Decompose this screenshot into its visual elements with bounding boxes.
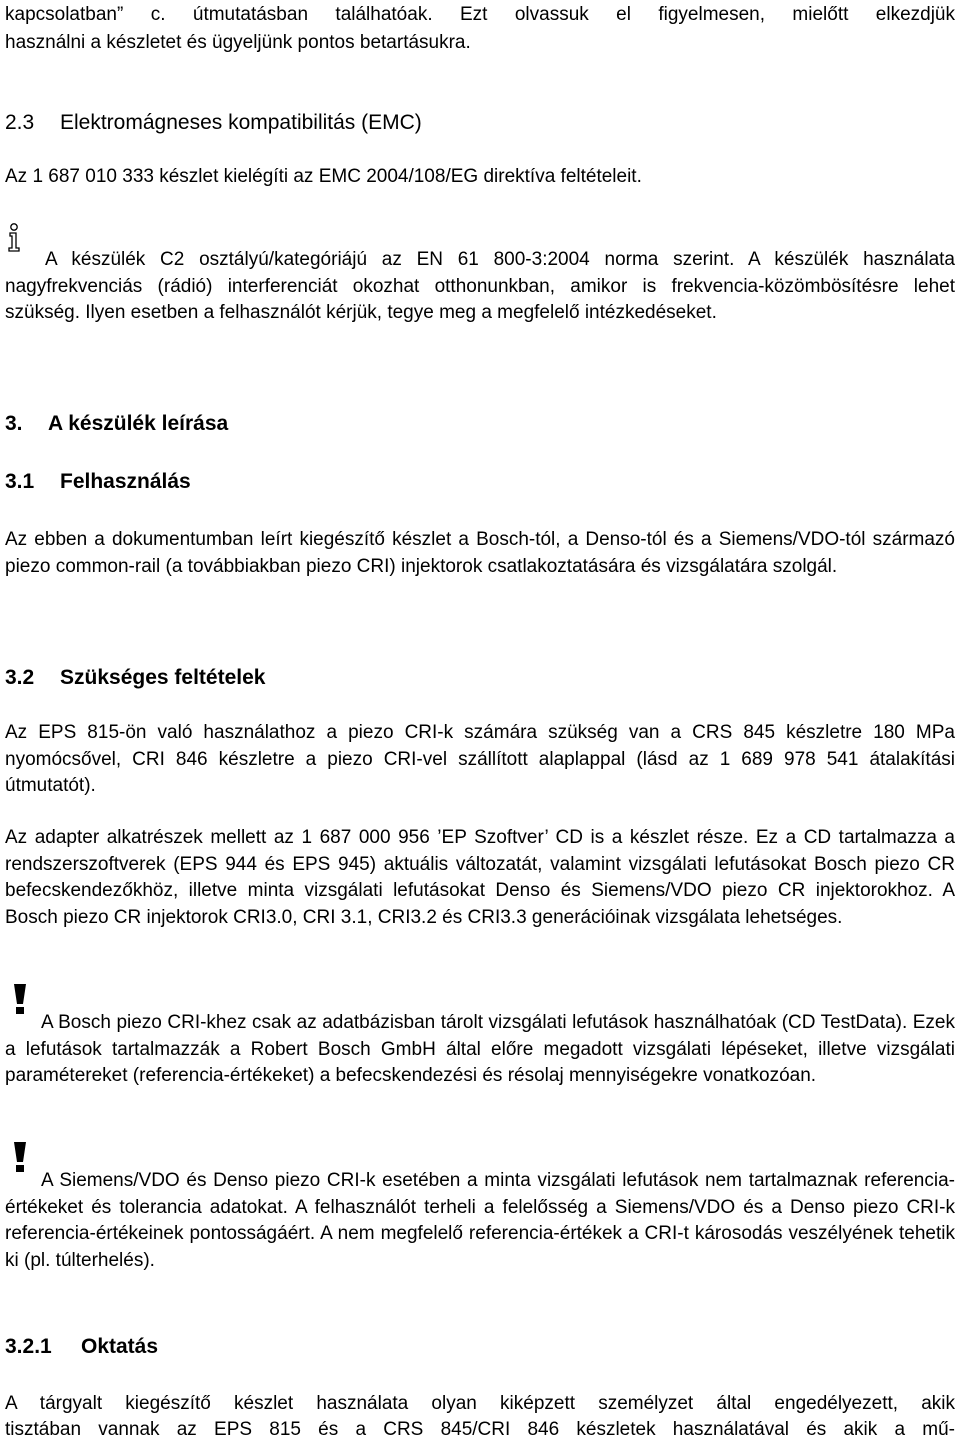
warning-note-bosch [5, 990, 955, 1090]
section-3-2-number: 3.2 [5, 666, 35, 689]
section-3-title: A készülék leírása [48, 412, 229, 435]
section-2-3-title: Elektromágneses kompatibilitás (EMC) [60, 111, 422, 134]
info-icon [5, 223, 23, 258]
emc-statement: Az 1 687 010 333 készlet kielégíti az EMC 2004/108/EG direktíva feltételeit. [5, 166, 642, 187]
section-3-2-para-1: Az EPS 815-ön való használathoz a piezo CRI-k számára szükség van a CRS 845 készletre 180 MPa nyomócsővel, CRI 846 készletre a piezo CRI-vel szállított alaplappal (lásd az 1 689 978 541 átalakítási útmutatót). [5, 722, 955, 796]
warning-text-bosch: A Bosch piezo CRI-khez csak az adatbázisban tárolt vizsgálati lefutások használhatóak (CD TestData). Ezek a lefutások tartalmazzák a Robert Bosch GmbH által előre megadott vizsgálati lépéseket, illetve vizsgálati paramétereket (referencia-értékeket) a befecskendezési és résolaj mennyiségekre vonatkozóan. [5, 1012, 955, 1086]
section-2-3-number: 2.3 [5, 111, 35, 134]
section-3-heading [5, 411, 955, 437]
exclamation-icon [5, 982, 35, 1023]
section-3-1-title: Felhasználás [60, 470, 191, 493]
section-3-2-para-2: Az adapter alkatrészek mellett az 1 687 000 956 ’EP Szoftver’ CD is a készlet része. Ez a CD tartalmazza a rendszerszoftverek (EPS 944 és EPS 945) aktuális változatát, valamint vizsgálati lefutásokat Bosch piezo CR befecskendezőkhöz, illetve minta vizsgálati lefutásokat Denso és Siemens/VDO piezo CR injektorokhoz. A Bosch piezo CR injektorok CRI3.0, CRI 3.1, CRI3.2 és CRI3.3 generációinak vizsgálata lehetséges. [5, 827, 955, 928]
section-3-2-heading [5, 665, 955, 691]
section-2-3-heading [5, 110, 955, 136]
section-3-1-text: Az ebben a dokumentumban leírt kiegészítő készlet a Bosch-tól, a Denso-tól és a Siemens/VDO-tól származó piezo common-rail (a továbbiakban piezo CRI) injektorok csatlakoztatására és vizsgálatára szolgál. [5, 529, 955, 577]
intro-line-2: használni a készletet és ügyeljünk pontos betartásukra. [5, 32, 471, 53]
section-3-2-1-heading [5, 1334, 955, 1360]
section-3-2-1-number: 3.2.1 [5, 1335, 52, 1358]
emc-info-note [5, 227, 955, 327]
section-3-2-1-line-2: tisztában vannak az EPS 815 és a CRS 845/CRI 846 készletek használatával és akik a mű- [5, 1419, 955, 1440]
section-3-2-title: Szükséges feltételek [60, 666, 266, 689]
exclamation-icon [5, 1140, 35, 1181]
section-3-1-number: 3.1 [5, 470, 35, 493]
emc-info-text: A készülék C2 osztályú/kategóriájú az EN 61 800-3:2004 norma szerint. A készülék használata nagyfrekvenciás (rádió) interferenciát okozhat otthonunkban, amikor is frekvencia-közömbösítésre lehet szükség. Ilyen esetben a felhasználót kérjük, tegye meg a megfelelő intézkedéseket. [5, 249, 955, 323]
section-3-2-1-line-1: A tárgyalt kiegészítő készlet használata olyan kiképzett személyzet által engedélyezett, akik [5, 1393, 955, 1414]
warning-text-siemens-denso: A Siemens/VDO és Denso piezo CRI-k esetében a minta vizsgálati lefutások nem tartalmaznak referencia-értékeket és tolerancia adatokat. A felhasználót terheli a felelősség a Siemens/VDO és a Denso piezo CRI-k referencia-értékeinek pontosságáért. A nem megfelelő referencia-értékek a CRI-t károsodás veszélyének tehetik ki (pl. túlterhelés). [5, 1170, 955, 1271]
intro-line-1: kapcsolatban” c. útmutatásban találhatóak. Ezt olvassuk el figyelmesen, mielőtt elkezdjük [5, 4, 955, 25]
section-3-number: 3. [5, 412, 23, 435]
warning-note-siemens-denso [5, 1148, 955, 1274]
section-3-2-1-title: Oktatás [81, 1335, 159, 1358]
section-3-1-heading [5, 469, 955, 495]
